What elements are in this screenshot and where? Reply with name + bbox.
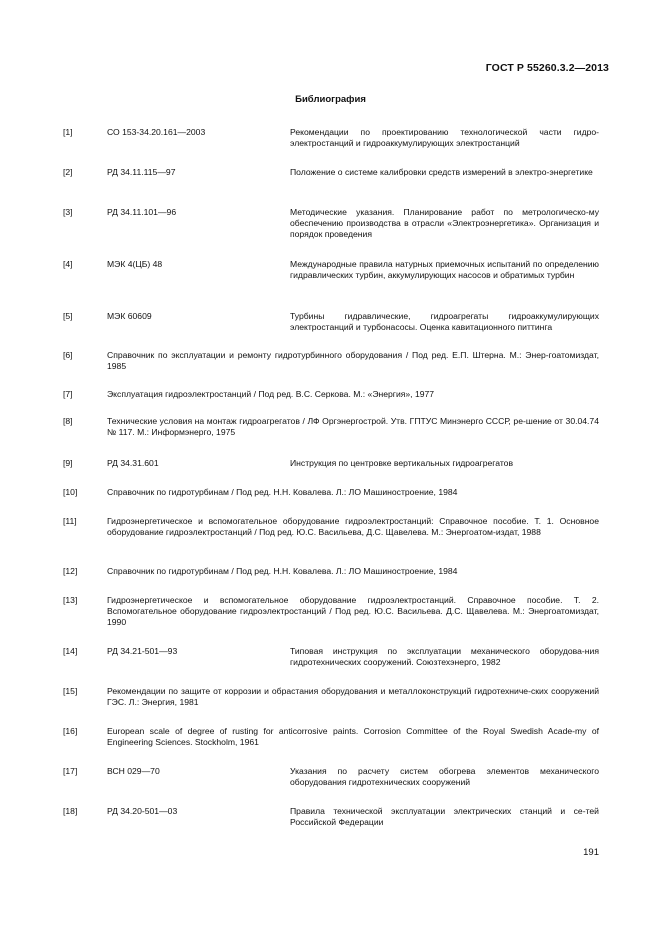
entry-description: Правила технической эксплуатации электрических станций и се-тей Российской Федерации [290,806,599,828]
entry-number: [16] [63,726,78,736]
entry-description: Справочник по эксплуатации и ремонту гидротурбинного оборудования / Под ред. Е.П. Штерна. М.: Энер-гоатомиздат, 1985 [107,350,599,372]
entry-description: Турбины гидравлические, гидроагрегаты гидроаккумулирующих электростанций и турбонасосы. Оценка кавитационного питтинга [290,311,599,333]
entry-number: [10] [63,487,78,497]
entry-number: [7] [63,389,73,399]
entry-number: [9] [63,458,73,468]
entry-description: Справочник по гидротурбинам / Под ред. Н.Н. Ковалева. Л.: ЛО Машиностроение, 1984 [107,566,458,576]
page-title: Библиография [295,94,366,105]
entry-description: Технические условия на монтаж гидроагрегатов / ЛФ Оргэнергострой. Утв. ГПТУС Минэнерго СССР, ре-шение от 30.04.74 № 117. М.: Информэнерго, 1975 [107,416,599,438]
entry-number: [15] [63,686,78,696]
entry-code: РД 34.11.115—97 [107,167,176,177]
entry-number: [4] [63,259,73,269]
entry-code: РД 34.11.101—96 [107,207,177,217]
entry-code: МЭК 60609 [107,311,152,321]
entry-description: Гидроэнергетическое и вспомогательное оборудование гидроэлектростанций. Справочное пособие. Т. 2. Вспомогательное оборудование гидроэлектростанций / Под ред. Ю.С. Васильева. Д.С. Щавелева. М.: Энергоатомиздат, 1990 [107,595,599,628]
entry-code: СО 153-34.20.161—2003 [107,127,206,137]
entry-description: Рекомендации по защите от коррозии и обрастания оборудования и металлоконструкций гидротехниче-ских сооружений ГЭС. Л.: Энергия, 1981 [107,686,599,708]
entry-number: [8] [63,416,73,426]
entry-code: РД 34.21-501—93 [107,646,178,656]
entry-description: Эксплуатация гидроэлектростанций / Под ред. В.С. Серкова. М.: «Энергия», 1977 [107,389,435,399]
entry-number: [14] [63,646,78,656]
entry-number: [12] [63,566,78,576]
entry-description: Справочник по гидротурбинам / Под ред. Н.Н. Ковалева. Л.: ЛО Машиностроение, 1984 [107,487,458,497]
entry-description: Рекомендации по проектированию технологической части гидро-электростанций и гидроаккумулирующих электростанций [290,127,599,149]
entry-number: [18] [63,806,78,816]
entry-number: [3] [63,207,73,217]
entry-number: [11] [63,516,77,526]
page-number: 191 [583,847,599,858]
entry-description: Международные правила натурных приемочных испытаний по определению гидравлических турбин, аккумулирующих насосов и обратимых турбин [290,259,599,281]
entry-description: Положение о системе калибровки средств измерений в электро-энергетике [290,167,593,177]
entry-code: РД 34.31.601 [107,458,159,468]
entry-description: Инструкция по центровке вертикальных гидроагрегатов [290,458,514,468]
entry-description: European scale of degree of rusting for anticorrosive paints. Corrosion Committee of the Royal Swedish Acade-my of Engineering Sciences. Stockholm, 1961 [107,726,599,748]
entry-description: Типовая инструкция по эксплуатации механического оборудова-ния гидротехнических сооружений. Союзтехэнерго, 1982 [290,646,599,668]
entry-number: [17] [63,766,78,776]
entry-description: Методические указания. Планирование работ по метрологическо-му обеспечению производства в отрасли «Электроэнергетика». Организация и порядок проведения [290,207,599,240]
entry-description: Указания по расчету систем обогрева элементов механического оборудования гидротехнических сооружений [290,766,599,788]
entry-number: [5] [63,311,73,321]
entry-number: [13] [63,595,78,605]
document-code: ГОСТ Р 55260.3.2—2013 [485,62,609,74]
entry-number: [6] [63,350,73,360]
entry-number: [1] [63,127,73,137]
entry-code: РД 34.20-501—03 [107,806,178,816]
entry-number: [2] [63,167,73,177]
entry-description: Гидроэнергетическое и вспомогательное оборудование гидроэлектростанций: Справочное пособие. Т. 1. Основное оборудование гидроэлектростанций / Под ред. Ю.С. Васильева, Д.С. Щавелева. М.: Энергоатом-издат, 1988 [107,516,599,538]
entry-code: МЭК 4(ЦБ) 48 [107,259,163,269]
entry-code: ВСН 029—70 [107,766,160,776]
